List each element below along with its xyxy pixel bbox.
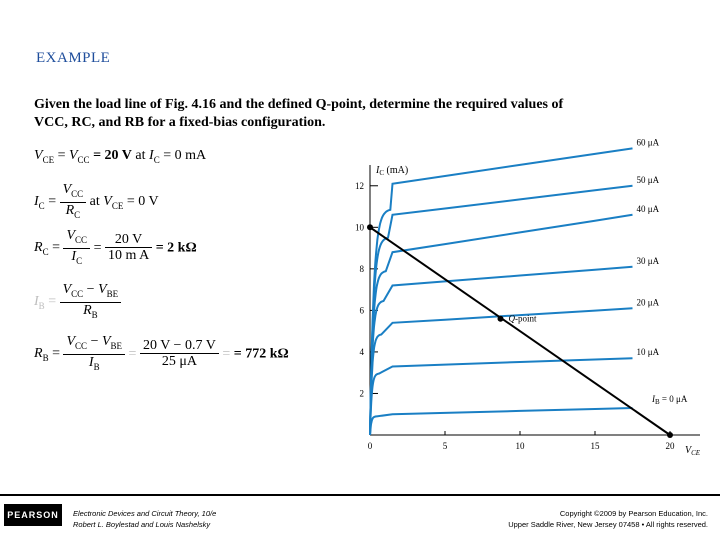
y-tick-label: 4 [359,346,364,357]
x-tick-label: 15 [590,441,600,451]
y-axis-label: $I_C$ (mA) [376,165,409,177]
ib-curve-label: 10 μA [636,347,660,358]
x-axis-label: $V_{CE}$ [685,445,701,457]
ib-curve [370,358,633,435]
q-point-marker [498,316,504,322]
ib-curve-label: 60 μA [636,137,660,148]
ib-curve [370,308,633,435]
y-tick-label: 10 [355,222,364,233]
y-tick-label: 6 [359,305,364,316]
ib-curve-label: 30 μA [636,255,660,266]
ib-curve-label: 20 μA [636,297,660,308]
ib-curve [370,408,633,435]
load-line-endpoint [367,224,373,230]
transistor-characteristics-chart [330,137,710,460]
example-heading: EXAMPLE [36,50,111,66]
x-tick-label: 5 [442,441,448,451]
equation-vce: $V_{CE} = V_{CC} = 20$ V at $I_C = 0$ mA [34,148,207,165]
ib-curve [370,215,633,435]
y-tick-label: 8 [359,263,364,274]
equation-rc: $R_C$ = $\frac{V_{CC}}{I_C}$ = $\frac{20 V}{\text{10 m A}}$ = 2 kΩ [34,228,197,266]
footer-book-info: Electronic Devices and Circuit Theory, 10/e Robert L. Boylestad and Louis Nashelsky [73,509,217,529]
problem-statement: Given the load line of Fig. 4.16 and the defined Q-point, determine the required values of VCC, RC, and RB for a fixed-bias configuration. [34,97,564,130]
pearson-logo: PEARSON [4,504,62,526]
equation-ic: $I_C$ = $\frac{V_{CC}}{R_C}$ at $V_{CE} = 0$ V [34,182,159,220]
y-tick-label: 12 [355,180,364,191]
equation-ib: $I_B$ = $\frac{V_{CC} - V_{BE}}{R_B}$ [34,282,121,323]
ib-curve-label: 40 μA [636,203,660,214]
load-line-endpoint [667,432,673,438]
x-tick-label: 10 [515,441,525,451]
equation-rb: $R_B$ = $\frac{V_{CC} - V_{BE}}{I_B}$ = $\frac{20 V - 0.7 V}{25 \mu A}$ = = 772 kΩ [34,334,289,372]
y-tick-label: 2 [359,388,364,399]
load-line [370,227,670,435]
x-tick-label: 0 [367,441,373,451]
footer-copyright: Copyright ©2009 by Pearson Education, Inc. Upper Saddle River, New Jersey 07458 • All rights reserved. [508,509,708,529]
ib-curve-label: 50 μA [636,174,660,185]
q-point-label: Q-point [508,313,537,324]
x-tick-label: 20 [665,441,675,451]
footer-divider [0,494,720,496]
ib-curve-label: $I_B = 0$ μA [652,394,688,406]
